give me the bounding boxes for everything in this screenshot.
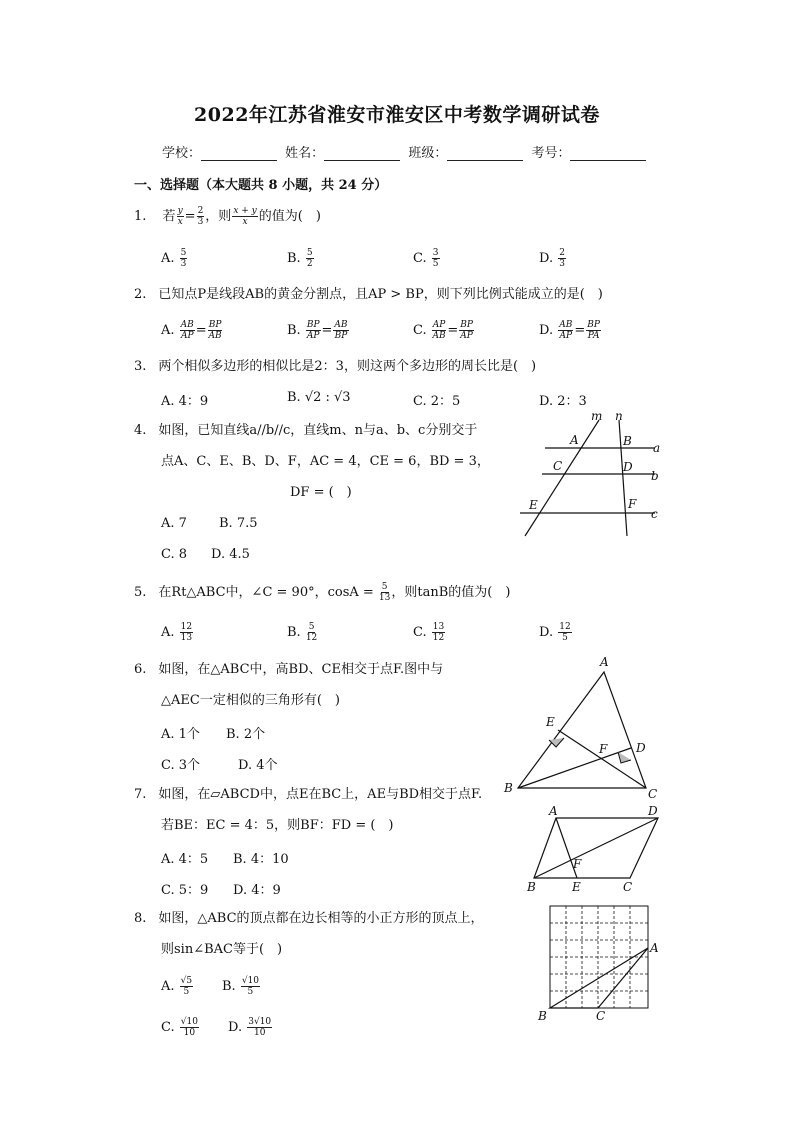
question-5: 5. 在Rt△ABC中，∠C = 90°，cosA = $\frac{5}{13}$ ，则tanB的值为( ) (134, 582, 511, 603)
svg-text:E: E (546, 715, 555, 729)
svg-text:B: B (504, 781, 513, 795)
option-a[interactable]: A. $\frac{√5}{5}$ (161, 976, 193, 997)
svg-text:c: c (651, 507, 658, 521)
svg-text:E: E (529, 498, 538, 512)
question-text: 若BE：EC = 4：5，则BF：FD = ( ) (161, 818, 394, 833)
svg-text:D: D (636, 741, 646, 755)
line-m (525, 420, 599, 536)
option-a[interactable]: A. 4：5 (161, 852, 209, 867)
question-text: 如图，△ABC的顶点都在边长相等的小正方形的顶点上， (158, 911, 484, 926)
option-c[interactable]: C. 8 (161, 547, 188, 562)
figure-triangle-heights (500, 652, 665, 802)
figure-parallel-lines (515, 408, 665, 540)
svg-text:A: A (600, 655, 609, 669)
fraction: $\frac{2}{3}$ (197, 206, 204, 227)
question-1: 1. 若 $\frac{y}{x}$ = $\frac{2}{3}$ ，则 $\frac{x + y}{x}$ 的值为( ) (134, 206, 321, 227)
triangle-abc (550, 948, 648, 1008)
svg-text:A: A (650, 941, 659, 955)
svg-text:C: C (623, 880, 633, 894)
question-3: 3. 两个相似多边形的相似比是2：3，则这两个多边形的周长比是( ) (134, 359, 537, 374)
right-angle-d (618, 752, 631, 763)
question-text: 如图，在△ABC中，高BD、CE相交于点F.图中与 (158, 662, 444, 677)
svg-text:a: a (653, 441, 661, 455)
svg-text:A: A (549, 804, 558, 818)
svg-text:F: F (628, 497, 637, 511)
svg-text:F: F (573, 857, 582, 871)
question-4: 4. 如图，已知直线a//b//c，直线m、n与a、b、c分别交于 (134, 423, 478, 438)
figure-parallelogram (520, 802, 665, 896)
figure-grid-triangle (534, 900, 664, 1024)
option-a[interactable]: A. $\frac{AB}{AP}$ = $\frac{BP}{AB}$ (161, 320, 222, 341)
question-text: DF = ( ) (290, 485, 352, 500)
svg-text:D: D (623, 460, 633, 474)
option-a[interactable]: A. $\frac{12}{13}$ (161, 622, 193, 643)
question-text: 两个相似多边形的相似比是2：3，则这两个多边形的周长比是( ) (158, 359, 537, 374)
svg-text:F: F (599, 742, 608, 756)
svg-text:A: A (570, 433, 579, 447)
svg-text:B: B (527, 880, 536, 894)
option-d[interactable]: D. 4：9 (233, 883, 281, 898)
option-a[interactable]: A. 4：9 (161, 394, 209, 409)
option-c[interactable]: C. $\frac{AP}{AB}$ = $\frac{BP}{AP}$ (413, 320, 473, 341)
fraction: $\frac{x + y}{x}$ (233, 206, 257, 227)
question-text: 在Rt△ABC中，∠C = 90°，cosA = (158, 585, 378, 600)
question-text: 如图，已知直线a//b//c，直线m、n与a、b、c分别交于 (158, 423, 478, 438)
option-d[interactable]: D. $\frac{AB}{AP}$ = $\frac{BP}{PA}$ (539, 320, 600, 341)
option-b[interactable]: B. $\frac{5}{2}$ (287, 248, 313, 269)
svg-text:m: m (591, 409, 603, 423)
name-blank (324, 146, 400, 161)
option-b[interactable]: B. $\frac{BP}{AP}$ = $\frac{AB}{BP}$ (287, 320, 348, 341)
option-d[interactable]: D. $\frac{12}{5}$ (539, 622, 571, 643)
question-number: 1. (134, 209, 147, 224)
option-c[interactable]: C. $\frac{13}{12}$ (413, 622, 445, 643)
option-d[interactable]: D. 2：3 (539, 394, 587, 409)
svg-text:b: b (651, 469, 659, 483)
fraction: $\frac{y}{x}$ (177, 206, 183, 227)
option-b[interactable]: B. 4：10 (233, 852, 289, 867)
option-a[interactable]: A. 7 (161, 516, 187, 531)
right-angle-e (549, 738, 564, 747)
option-c[interactable]: C. 5：9 (161, 883, 209, 898)
option-a[interactable]: A. 1个 (161, 727, 200, 742)
student-info (162, 142, 650, 161)
question-6: 6. 如图，在△ABC中，高BD、CE相交于点F.图中与 (134, 662, 444, 677)
option-a[interactable]: A. $\frac{5}{3}$ (161, 248, 187, 269)
number-blank (570, 146, 646, 161)
number-label: 考号： (531, 146, 571, 161)
svg-text:E: E (572, 880, 581, 894)
option-b[interactable]: B. 7.5 (219, 516, 258, 531)
svg-text:B: B (623, 434, 632, 448)
option-c[interactable]: C. $\frac{3}{5}$ (413, 248, 439, 269)
school-label: 学校： (162, 146, 202, 161)
option-b[interactable]: B. 2个 (226, 727, 266, 742)
height-bd (518, 748, 631, 788)
option-b[interactable]: B. √2 : √3 (287, 390, 351, 405)
svg-text:C: C (648, 787, 658, 801)
svg-text:C: C (596, 1009, 606, 1023)
option-c[interactable]: C. 2：5 (413, 394, 461, 409)
name-label: 姓名： (285, 146, 325, 161)
option-d[interactable]: D. 4.5 (211, 547, 250, 562)
page-title: 2022年江苏省淮安市淮安区中考数学调研试卷 (194, 104, 600, 126)
svg-text:B: B (538, 1009, 547, 1023)
option-d[interactable]: D. 4个 (238, 758, 278, 773)
school-blank (201, 146, 277, 161)
option-d[interactable]: D. $\frac{2}{3}$ (539, 248, 565, 269)
class-blank (447, 146, 523, 161)
class-label: 班级： (408, 146, 448, 161)
question-text: 若 (162, 209, 176, 224)
section-heading: 一、选择题（本大题共 8 小题，共 24 分） (134, 178, 388, 193)
question-text: 已知点P是线段AB的黄金分割点，且AP > BP，则下列比例式能成立的是( ) (158, 287, 603, 302)
option-c[interactable]: C. $\frac{√10}{10}$ (161, 1017, 198, 1038)
question-text: 点A、C、E、B、D、F，AC = 4，CE = 6，BD = 3， (161, 454, 490, 469)
svg-text:D: D (648, 804, 658, 818)
question-8: 8. 如图，△ABC的顶点都在边长相等的小正方形的顶点上， (134, 911, 484, 926)
height-ce (558, 730, 646, 788)
svg-text:n: n (615, 409, 623, 423)
svg-text:C: C (553, 459, 563, 473)
question-text: △AEC一定相似的三角形有( ) (161, 693, 340, 708)
question-text: 则sin∠BAC等于( ) (161, 942, 283, 957)
option-b[interactable]: B. $\frac{5}{12}$ (287, 622, 318, 643)
triangle-abc (518, 672, 646, 788)
question-7: 7. 如图，在▱ABCD中，点E在BC上，AE与BD相交于点F. (134, 787, 483, 802)
question-text: 如图，在▱ABCD中，点E在BC上，AE与BD相交于点F. (158, 787, 483, 802)
question-2: 2. 已知点P是线段AB的黄金分割点，且AP > BP，则下列比例式能成立的是( ) (134, 287, 603, 302)
option-d[interactable]: D. $\frac{3√10}{10}$ (228, 1017, 272, 1038)
option-b[interactable]: B. $\frac{√10}{5}$ (222, 976, 260, 997)
option-c[interactable]: C. 3个 (161, 758, 201, 773)
